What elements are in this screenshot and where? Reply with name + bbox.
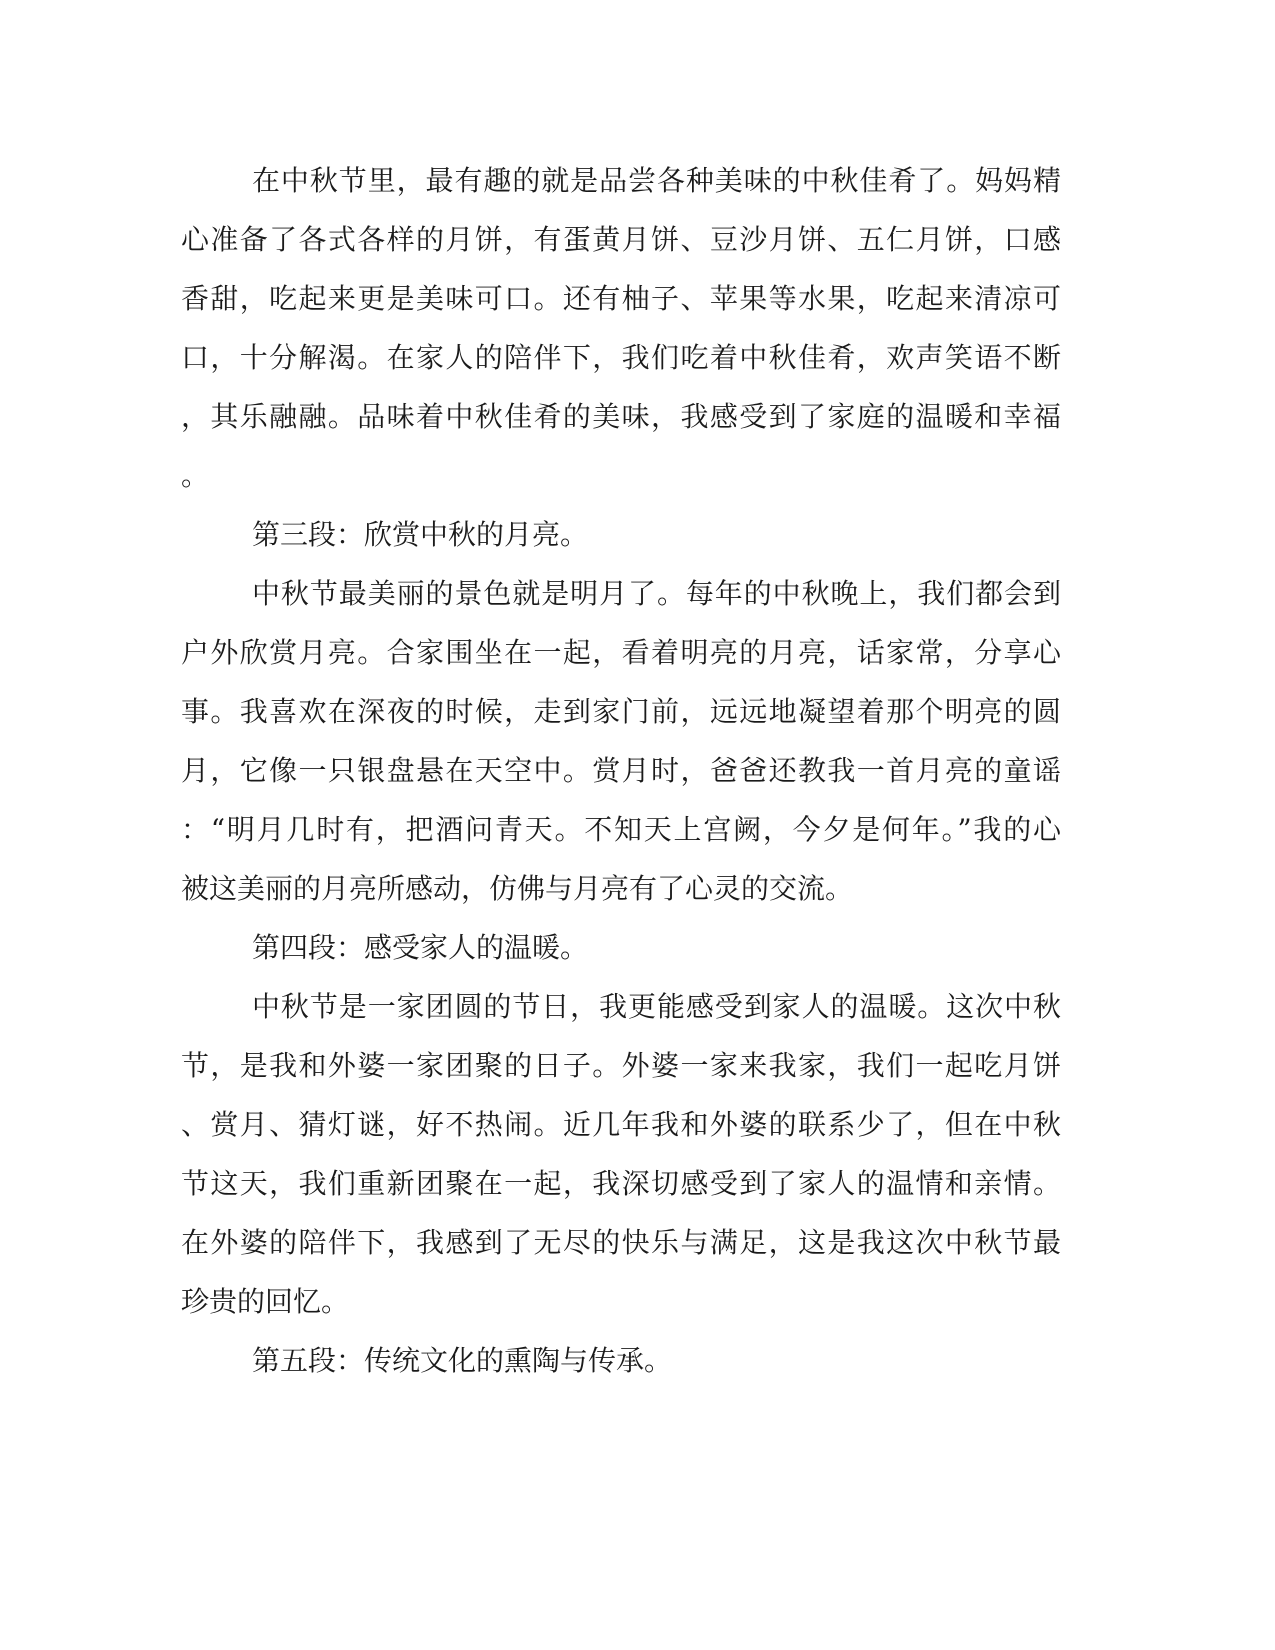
paragraph-line: 心准备了各式各样的月饼，有蛋黄月饼、豆沙月饼、五仁月饼，口感 xyxy=(181,223,1061,256)
paragraph-line: 被这美丽的月亮所感动，仿佛与月亮有了心灵的交流。 xyxy=(181,872,854,905)
paragraph-line: 中秋节最美丽的景色就是明月了。每年的中秋晚上，我们都会到 xyxy=(252,577,1061,610)
paragraph-line: 节，是我和外婆一家团聚的日子。外婆一家来我家，我们一起吃月饼 xyxy=(181,1049,1061,1082)
paragraph-line: ，其乐融融。品味着中秋佳肴的美味，我感受到了家庭的温暖和幸福 xyxy=(181,400,1061,433)
paragraph-line: 口，十分解渴。在家人的陪伴下，我们吃着中秋佳肴，欢声笑语不断 xyxy=(181,341,1061,374)
paragraph-line: 户外欣赏月亮。合家围坐在一起，看着明亮的月亮，话家常，分享心 xyxy=(181,636,1061,669)
section-heading: 第三段：欣赏中秋的月亮。 xyxy=(252,518,589,551)
paragraph-line: 节这天，我们重新团聚在一起，我深切感受到了家人的温情和亲情。 xyxy=(181,1167,1061,1200)
paragraph-line: 事。我喜欢在深夜的时候，走到家门前，远远地凝望着那个明亮的圆 xyxy=(181,695,1061,728)
paragraph-line: 在中秋节里，最有趣的就是品尝各种美味的中秋佳肴了。妈妈精 xyxy=(252,164,1061,197)
paragraph-line: 香甜，吃起来更是美味可口。还有柚子、苹果等水果，吃起来清凉可 xyxy=(181,282,1061,315)
paragraph-line: ：“明月几时有，把酒问青天。不知天上宫阙，今夕是何年。”我的心 xyxy=(181,813,1061,846)
paragraph-line: 月，它像一只银盘悬在天空中。赏月时，爸爸还教我一首月亮的童谣 xyxy=(181,754,1061,787)
paragraph-line: 。 xyxy=(181,459,210,492)
paragraph-line: 、赏月、猜灯谜，好不热闹。近几年我和外婆的联系少了，但在中秋 xyxy=(181,1108,1061,1141)
paragraph-line: 珍贵的回忆。 xyxy=(181,1285,350,1318)
paragraph-line: 中秋节是一家团圆的节日，我更能感受到家人的温暖。这次中秋 xyxy=(252,990,1061,1023)
paragraph-line: 在外婆的陪伴下，我感到了无尽的快乐与满足，这是我这次中秋节最 xyxy=(181,1226,1061,1259)
section-heading: 第四段：感受家人的温暖。 xyxy=(252,931,589,964)
section-heading: 第五段：传统文化的熏陶与传承。 xyxy=(252,1344,673,1377)
